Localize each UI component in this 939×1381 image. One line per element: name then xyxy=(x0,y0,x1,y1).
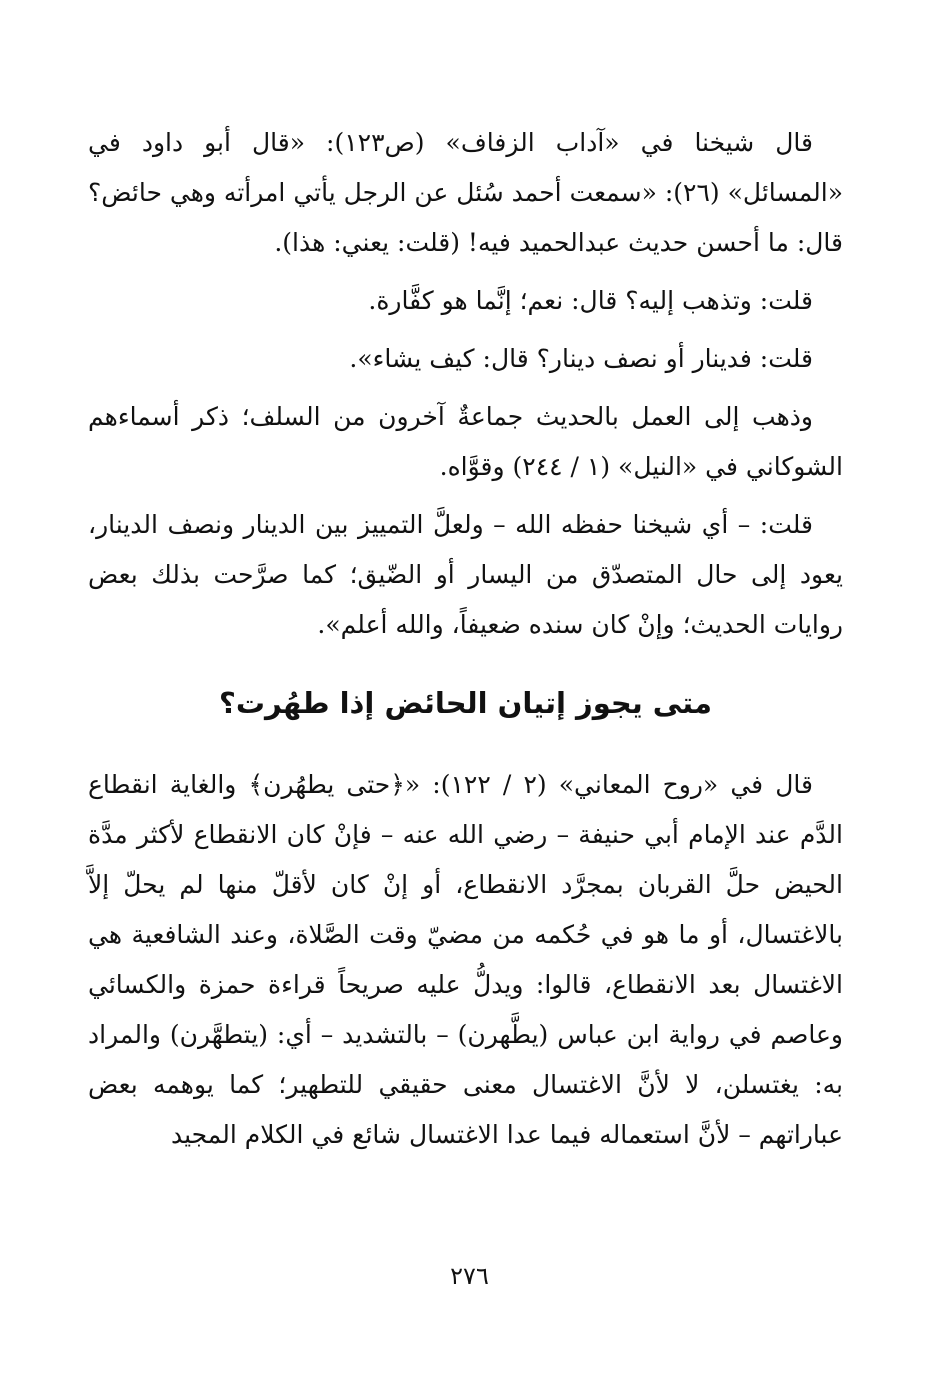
paragraph-question-dinar: قلت: فدينار أو نصف دينار؟ قال: كيف يشاء». xyxy=(349,344,813,373)
spacer xyxy=(88,492,843,500)
spacer xyxy=(88,326,843,334)
section-heading: متى يجوز إتيان الحائض إذا طهُرت؟ xyxy=(219,686,712,720)
spacer xyxy=(88,268,843,276)
page-body xyxy=(88,118,843,1160)
paragraph-dinar-distinction: قلت: – أي شيخنا حفظه الله – ولعلَّ التمييز بين الدينار ونصف الدينار، يعود إلى حال المتصدّق من اليسار أو الضّيق؛ كما صرَّحت بذلك بعض روايات الحديث؛ وإنْ كان سنده ضعيفاً، والله أعلم». xyxy=(88,510,843,639)
paragraph-question-tadhhab: قلت: وتذهب إليه؟ قال: نعم؛ إنَّما هو كفَّارة. xyxy=(368,286,813,315)
paragraph-ruh-almaani: قال في «روح المعاني» (٢ / ١٢٢): «﴿حتى يطهُرن﴾ والغاية انقطاع الدَّم عند الإمام أبي حنيفة – رضي الله عنه – فإنْ كان الانقطاع لأكثر مدَّة الحيض حلَّ القربان بمجرَّد الانقطاع، أو إنْ كان لأقلّ منها لم يحلّ إلاَّ بالاغتسال، أو ما هو في حُكمه من مضيّ وقت الصَّلاة، وعند الشافعية هي الاغتسال بعد الانقطاع، قالوا: ويدلُّ عليه صريحاً قراءة حمزة والكسائي وعاصم في رواية ابن عباس (يطَّهرن) – بالتشديد – أي: (يتطهَّرن) والمراد به: يغتسلن، لا لأنَّ الاغتسال معنى حقيقي للتطهير؛ كما يوهمه بعض عباراتهم – لأنَّ استعماله فيما عدا الاغتسال شائع في الكلام المجيد xyxy=(88,770,843,1149)
paragraph-quote-adab-alzafaf: قال شيخنا في «آداب الزفاف» (ص١٢٣): «قال أبو داود في «المسائل» (٢٦): «سمعت أحمد سُئل عن الرجل يأتي امرأته وهي حائض؟ قال: ما أحسن حديث عبدالحميد فيه! (قلت: يعني: هذا). xyxy=(88,128,844,257)
page-number: ٢٧٦ xyxy=(450,1262,489,1290)
paragraph-salaf-opinion: وذهب إلى العمل بالحديث جماعةٌ آخرون من السلف؛ ذكر أسماءهم الشوكاني في «النيل» (١ / ٢٤٤) وقوَّاه. xyxy=(88,402,843,481)
spacer xyxy=(88,384,843,392)
